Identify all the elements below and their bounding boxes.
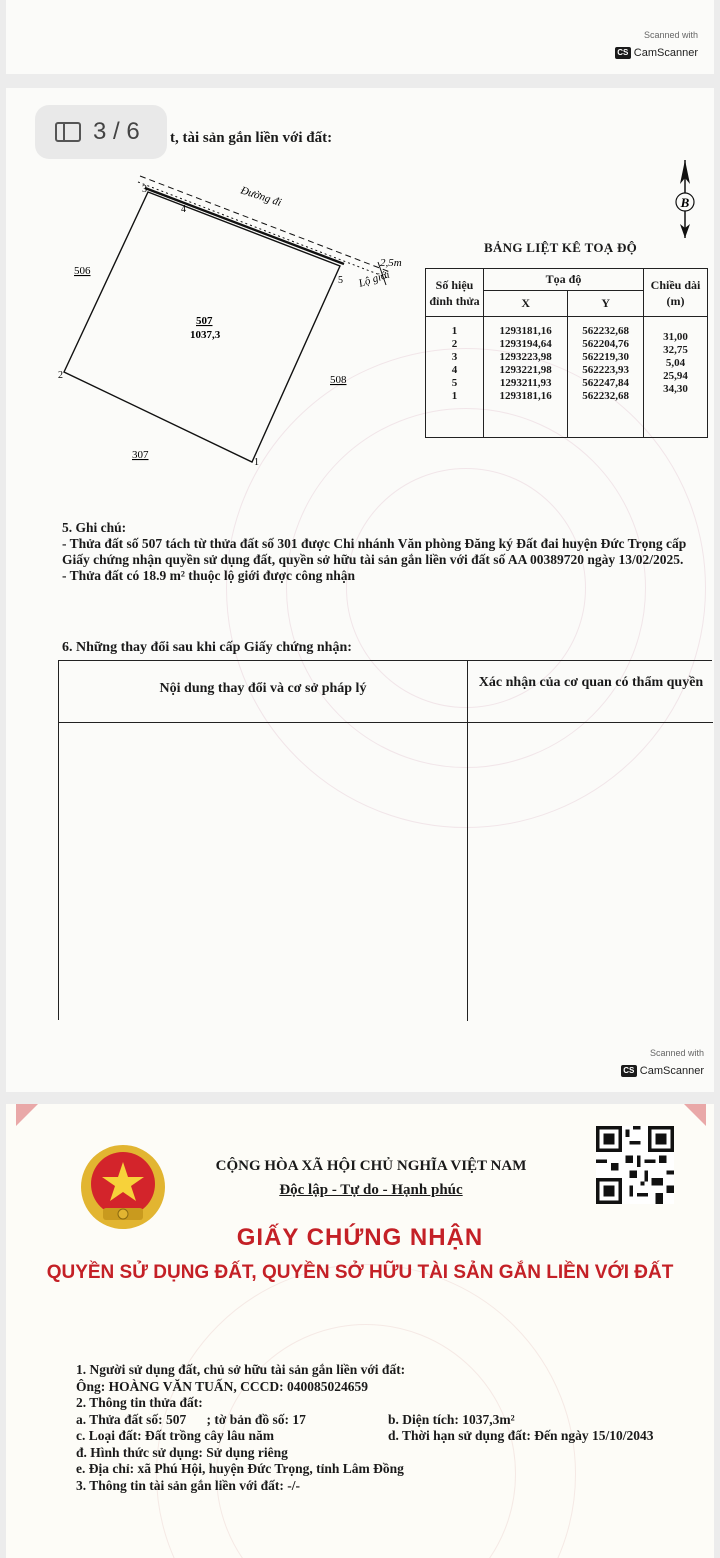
coordinate-table-title: BẢNG LIỆT KÊ TOẠ ĐỘ: [484, 240, 638, 255]
neighbor-506: 506: [74, 265, 91, 277]
plot-number: 507: [196, 315, 213, 327]
plan-header: t, tài sản gắn liền với đất:: [170, 130, 333, 146]
road-line: [140, 176, 390, 272]
parcel-507-outline: [64, 192, 340, 462]
nation-name: CỘNG HÒA XÃ HỘI CHỦ NGHĨA VIỆT NAM: [215, 1158, 527, 1174]
land-heading: 2. Thông tin thửa đất:: [76, 1395, 203, 1410]
usage-form-info: đ. Hình thức sử dụng: Sử dụng riêng: [76, 1444, 288, 1460]
point-column: 1 2 3 4 5 1: [426, 317, 484, 438]
note-line: - Thửa đất số 507 tách từ thửa đất số 301 được Chi nhánh Văn phòng Đăng ký Đất đai huyện Đức Trọng cấp Giấy chứng nhận quyền sử dụng đất, quyền sở hữu tài sản gắn liền với đất số AA 00389720 ngày 13/02/2025.: [62, 536, 687, 567]
vertex-label: 4: [181, 204, 186, 215]
corner-ornament-icon: [684, 1104, 706, 1126]
road-label: Đường đi: [239, 184, 283, 209]
nation-heading: [156, 1154, 586, 1202]
national-emblem-icon: [78, 1142, 168, 1232]
notes-section: [62, 520, 702, 584]
certificate-info: [76, 1362, 696, 1494]
term-info: d. Thời hạn sử dụng đất: Đến ngày 15/10/2043: [388, 1428, 654, 1443]
svg-text:B: B: [680, 195, 690, 210]
camscanner-logo-icon: CS: [615, 47, 631, 59]
nation-motto: Độc lập - Tự do - Hạnh phúc: [279, 1182, 463, 1198]
col-x-header: X: [484, 291, 568, 317]
note-line: - Thửa đất có 18.9 m² thuộc lộ giới được công nhận: [62, 568, 355, 583]
qr-code-icon: [596, 1126, 674, 1204]
changes-content-header: Nội dung thay đổi và cơ sở pháp lý: [159, 681, 367, 696]
area-info: b. Diện tích: 1037,3m²: [388, 1411, 515, 1427]
setback-label: Lộ giới: [357, 268, 392, 290]
vertex-label: 3: [142, 184, 147, 195]
changes-confirm-header: Xác nhận của cơ quan có thẩm quyền: [478, 675, 704, 690]
owner-name: Ông: HOÀNG VĂN TUẤN, CCCD: 040085024659: [76, 1378, 369, 1394]
y-column: 562232,68 562204,76 562219,30 562223,93 562247,84 562232,68: [568, 317, 644, 438]
certificate-title: GIẤY CHỨNG NHẬN: [236, 1224, 484, 1251]
page-indicator[interactable]: [35, 105, 167, 159]
camscanner-logo-icon: CS: [621, 1065, 637, 1077]
assets-info: 3. Thông tin tài sản gắn liền với đất: -/-: [76, 1477, 301, 1493]
col-point-header: Số hiệu đỉnh thửa: [426, 269, 484, 317]
corner-ornament-icon: [16, 1104, 38, 1126]
parcel-map: [0, 0, 430, 480]
vertex-label: 2: [58, 370, 63, 381]
camscanner-badge: Scanned with CS CamScanner: [615, 30, 698, 60]
neighbor-508: 508: [330, 374, 347, 386]
camscanner-badge: Scanned with CS CamScanner: [621, 1048, 704, 1078]
page-panel-icon: [55, 122, 81, 142]
certificate-subtitle: QUYỀN SỬ DỤNG ĐẤT, QUYỀN SỞ HỮU TÀI SẢN GẮN LIỀN VỚI ĐẤT: [46, 1262, 674, 1283]
north-arrow-icon: [670, 158, 700, 240]
vertex-label: 5: [338, 275, 343, 286]
page-indicator-label: 3 / 6: [93, 118, 140, 145]
changes-table: [58, 660, 712, 1020]
col-coord-header: Tọa độ: [484, 269, 644, 291]
road-width-label: 2,5m: [380, 257, 402, 269]
vertex-label: 1: [254, 457, 259, 468]
address-info: e. Địa chỉ: xã Phú Hội, huyện Đức Trọng, tỉnh Lâm Đồng: [76, 1461, 404, 1476]
col-length-header: Chiều dài (m): [644, 269, 708, 317]
x-column: 1293181,16 1293194,64 1293223,98 1293221,98 1293211,93 1293181,16: [484, 317, 568, 438]
parcel-info: a. Thửa đất số: 507 ; tờ bản đồ số: 17: [76, 1411, 306, 1427]
coordinate-table: [425, 268, 708, 438]
length-column: 31,00 32,75 5,04 25,94 34,30: [644, 317, 708, 438]
land-type-info: c. Loại đất: Đất trồng cây lâu năm: [76, 1428, 274, 1443]
setback-line: [145, 188, 344, 264]
notes-heading: 5. Ghi chú:: [62, 520, 127, 535]
page-3-certificate: [6, 1104, 714, 1558]
changes-heading: 6. Những thay đổi sau khi cấp Giấy chứng nhận:: [62, 640, 352, 655]
owner-heading: 1. Người sử dụng đất, chủ sở hữu tài sản gắn liền với đất:: [76, 1362, 406, 1377]
neighbor-307: 307: [132, 449, 149, 461]
plot-area: 1037,3: [190, 329, 221, 341]
col-y-header: Y: [568, 291, 644, 317]
